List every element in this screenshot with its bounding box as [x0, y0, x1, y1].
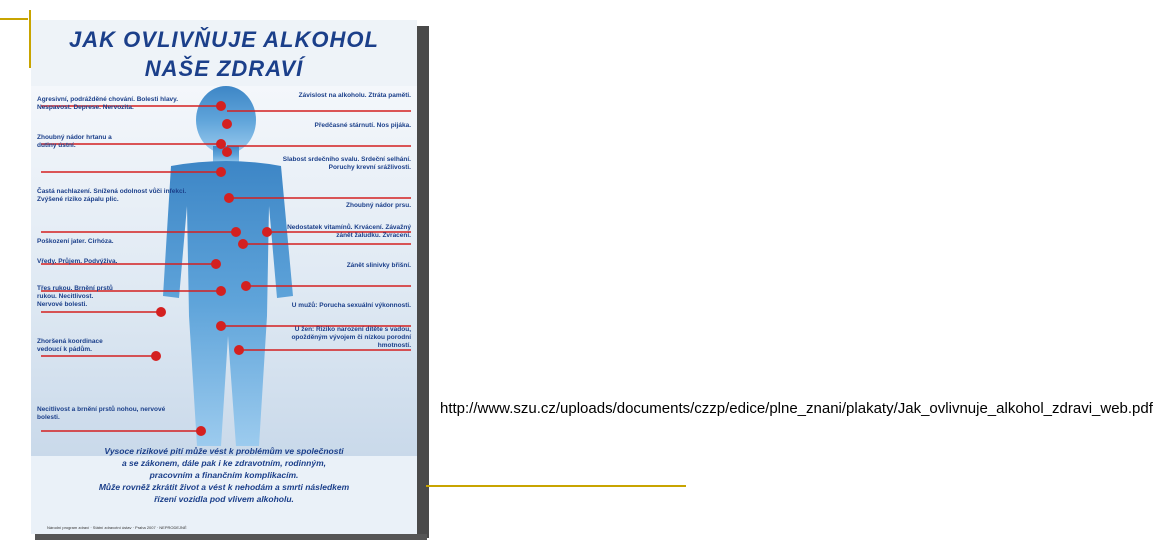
label-left-3: Poškození jater. Cirhóza.	[37, 238, 114, 245]
poster-footer-line2: a se zákonem, dále pak i ke zdravotním, rodinným,	[121, 458, 327, 468]
label-right-7: U žen: Riziko narození dítěte s vadou, opožděným vývojem či nízkou porodní hmotností.	[291, 326, 411, 349]
label-right-3: Zhoubný nádor prsu.	[346, 202, 411, 209]
label-right-5: Zánět slinivky břišní.	[346, 262, 411, 269]
decor-gold-line-horizontal	[0, 18, 28, 20]
poster-footer-line1: Vysoce rizikové pití může vést k problémům ve společnosti	[104, 446, 344, 456]
label-right-6: U mužů: Porucha sexuální výkonnosti.	[291, 302, 411, 309]
poster-shadow	[417, 26, 429, 538]
poster-title-line2: NAŠE ZDRAVÍ	[144, 56, 304, 81]
label-left-5: Třes rukou. Brnění prstů rukou. Necitlivost. Nervové bolesti.	[37, 285, 113, 308]
label-right-1: Předčasné stárnutí. Nos pijáka.	[314, 122, 411, 129]
poster-title-line1: JAK OVLIVŇUJE ALKOHOL	[69, 27, 379, 52]
decor-gold-line-bottom	[426, 485, 686, 487]
poster-header	[31, 20, 417, 86]
poster-credit-line: Národní program zdraví · Státní zdravotní ústav · Praha 2007 · NEPRODEJNÉ	[47, 525, 187, 530]
label-left-1: Zhoubný nádor hrtanu a dutiny ústní.	[37, 134, 112, 149]
poster-footer-line4: Může rovněž zkrátit život a vést k nehodám a smrti následkem	[98, 482, 350, 492]
label-left-4: Vředy. Průjem. Podvýživa.	[37, 258, 118, 265]
label-left-7: Necitlivost a brnění prstů nohou, nervové bolesti.	[37, 406, 166, 421]
label-right-2: Slabost srdečního svalu. Srdeční selhání. Poruchy krevní srážlivosti.	[282, 156, 411, 171]
poster-image	[31, 20, 417, 534]
label-left-0: Agresivní, podrážděné chování. Bolesti hlavy. Nespavost. Deprese. Nervozita.	[37, 96, 179, 111]
poster-shadow-bottom	[35, 534, 427, 540]
poster-footer-line5: řízení vozidla pod vlivem alkoholu.	[154, 494, 294, 504]
label-right-4: Nedostatek vitamínů. Krvácení. Závažný zánět žaludku. Zvracení.	[287, 224, 411, 239]
label-right-0: Závislost na alkoholu. Ztráta paměti.	[298, 92, 411, 99]
label-left-2: Častá nachlazení. Snížená odolnost vůči infekci. Zvýšené riziko zápalu plic.	[37, 188, 187, 203]
label-left-6: Zhoršená koordinace vedoucí k pádům.	[37, 338, 103, 353]
source-url-text[interactable]: http://www.szu.cz/uploads/documents/czzp/edice/plne_znani/plakaty/Jak_ovlivnuje_alkohol_zdravi_web.pdf	[440, 400, 1153, 417]
poster-footer-line3: pracovním a finančním komplikacím.	[149, 470, 299, 480]
